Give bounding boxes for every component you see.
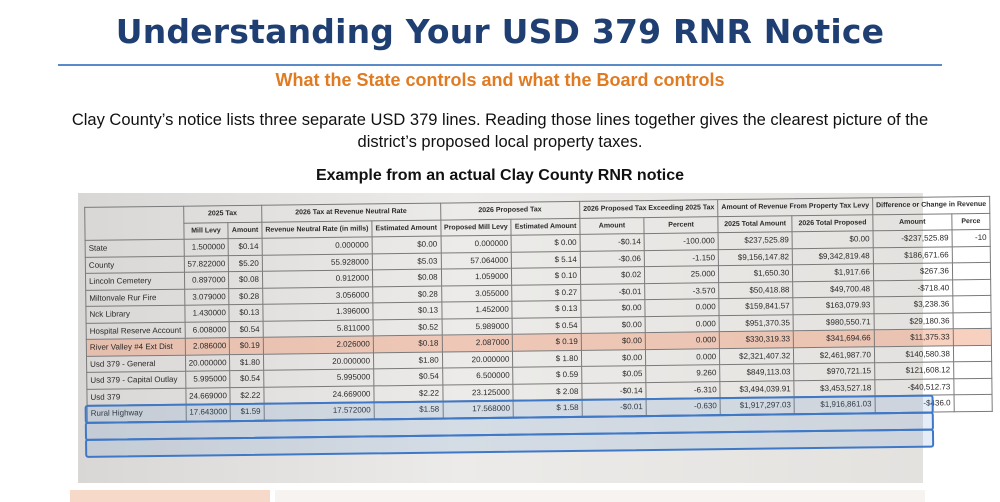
notice-cell: 2.026000 <box>263 336 373 354</box>
notice-cell: 2.086000 <box>185 338 230 355</box>
notice-cell: $0.28 <box>229 288 263 305</box>
notice-cell: $970,721.15 <box>794 363 875 380</box>
notice-cell: $0.14 <box>229 238 263 255</box>
notice-cell: $951,370.35 <box>719 314 793 331</box>
notice-cell: $0.05 <box>582 366 646 383</box>
notice-cell: 0.000 <box>645 315 719 332</box>
notice-cell: $0.52 <box>373 319 442 336</box>
notice-row-label: Usd 379 - Capital Outlay <box>87 371 186 389</box>
notice-cell: 5.995000 <box>185 371 230 388</box>
notice-cell: $ 0.19 <box>513 333 582 350</box>
notice-row-label: Usd 379 <box>87 388 186 406</box>
notice-cell: $2,461,987.70 <box>794 346 875 363</box>
notice-cell: -$0.01 <box>582 399 646 416</box>
notice-cell: -$0.14 <box>582 382 646 399</box>
notice-cell: $1.59 <box>231 403 265 420</box>
notice-cell: $5.20 <box>229 255 263 272</box>
notice-cell: $0.00 <box>372 236 441 253</box>
notice-cell: $0.00 <box>581 316 645 333</box>
notice-cell: $121,608.12 <box>875 362 954 379</box>
notice-row-label: Miltonvale Rur Fire <box>86 289 185 307</box>
notice-row-label: Nck Library <box>86 305 185 323</box>
notice-cell: 6.500000 <box>442 367 513 384</box>
notice-cell: $ 0.00 <box>511 234 580 251</box>
notice-row-label: State <box>85 239 184 257</box>
notice-cell: $3,453,527.18 <box>794 379 875 396</box>
notice-cell: $50,418.88 <box>719 281 793 298</box>
notice-cell: $ 5.14 <box>512 251 581 268</box>
notice-cell: $0.54 <box>230 370 264 387</box>
notice-cell: $1,650.30 <box>719 265 793 282</box>
notice-cell: $ 0.54 <box>512 317 581 334</box>
notice-cell: $0.28 <box>373 286 442 303</box>
notice-cell: $29,180.36 <box>874 312 953 329</box>
notice-cell: $159,841.57 <box>719 298 793 315</box>
notice-cell: $5.03 <box>372 253 441 270</box>
notice-cell: $0.54 <box>374 368 443 385</box>
notice-sheet <box>78 182 987 493</box>
notice-cell: $ 0.13 <box>512 300 581 317</box>
notice-cell: -$0.06 <box>580 250 644 267</box>
notice-cell: $0.13 <box>229 304 263 321</box>
notice-cell <box>953 279 991 296</box>
notice-column-header: Revenue Neutral Rate (in mills) <box>262 220 372 238</box>
notice-cell: 5.811000 <box>263 319 373 337</box>
notice-table <box>84 196 993 423</box>
notice-cell: 0.897000 <box>184 272 229 289</box>
notice-cell: $9,342,819.48 <box>792 247 873 264</box>
notice-cell: 0.000 <box>645 332 719 349</box>
notice-cell: $2.22 <box>374 385 443 402</box>
notice-cell: $237,525.89 <box>718 232 792 249</box>
bottom-strip <box>70 490 270 502</box>
notice-cell: $ 2.08 <box>513 383 582 400</box>
notice-row-label: Hospital Reserve Account <box>86 322 185 340</box>
notice-cell: $849,113.03 <box>720 364 794 381</box>
notice-group-header: 2025 Tax <box>183 205 261 222</box>
notice-column-header: Proposed Mill Levy <box>440 219 511 236</box>
notice-group-header: Amount of Revenue From Property Tax Levy <box>718 198 873 216</box>
notice-cell: $0.08 <box>229 271 263 288</box>
notice-cell <box>952 262 990 279</box>
bottom-strip-right <box>275 490 925 502</box>
notice-photo <box>78 193 987 483</box>
notice-column-header: Mill Levy <box>183 222 228 239</box>
notice-cell: 3.055000 <box>441 285 512 302</box>
notice-cell: -100.000 <box>644 233 718 250</box>
notice-cell: -0.630 <box>646 398 720 415</box>
notice-cell: $ 1.58 <box>513 399 582 416</box>
notice-cell: $2.22 <box>230 387 264 404</box>
notice-column-header: Estimated Amount <box>372 220 441 237</box>
notice-cell: $330,319.33 <box>719 331 793 348</box>
notice-cell: $0.00 <box>581 300 645 317</box>
notice-cell: -6.310 <box>646 381 720 398</box>
notice-cell: 1.500000 <box>184 239 229 256</box>
body-paragraph: Clay County’s notice lists three separate USD 379 lines. Reading those lines together gives the clearest picture of the district’s proposed local property taxes. <box>71 111 929 151</box>
notice-cell: 0.000 <box>646 348 720 365</box>
notice-cell: -$0.14 <box>580 234 644 251</box>
notice-cell: 3.056000 <box>263 286 373 304</box>
notice-row-label: Lincoln Cemetery <box>85 272 184 290</box>
notice-cell: 1.430000 <box>184 305 229 322</box>
notice-cell: $0.00 <box>581 349 645 366</box>
notice-cell: $0.19 <box>230 337 264 354</box>
notice-cell <box>954 394 992 411</box>
notice-cell: $1.58 <box>374 401 443 418</box>
slide-subtitle: What the State controls and what the Board controls <box>275 70 725 90</box>
notice-cell: $0.00 <box>581 333 645 350</box>
notice-group-header: Difference or Change in Revenue <box>872 196 989 214</box>
notice-column-header: Amount <box>580 217 644 234</box>
notice-cell: $1.80 <box>230 354 264 371</box>
notice-cell: $0.18 <box>373 335 442 352</box>
notice-column-header: Perce <box>952 213 990 230</box>
notice-cell: 1.452000 <box>441 301 512 318</box>
notice-cell: $0.02 <box>580 267 644 284</box>
notice-group-header: 2026 Proposed Tax Exceeding 2025 Tax <box>580 200 718 218</box>
notice-cell: $267.36 <box>873 263 952 280</box>
notice-group-header: 2026 Proposed Tax <box>440 201 580 219</box>
notice-cell: 0.000000 <box>441 235 512 252</box>
notice-cell: $341,694.66 <box>793 330 874 347</box>
notice-cell <box>953 312 991 329</box>
notice-cell: 23.125000 <box>442 384 513 401</box>
notice-cell: 57.822000 <box>184 255 229 272</box>
notice-cell: $0.13 <box>373 302 442 319</box>
notice-cell: $3,238.36 <box>874 296 953 313</box>
notice-cell <box>953 345 991 362</box>
title-divider <box>58 64 942 66</box>
notice-cell: $186,671.66 <box>873 246 952 263</box>
notice-column-header: Percent <box>644 216 718 233</box>
notice-cell: 1.396000 <box>263 303 373 321</box>
notice-cell: 6.008000 <box>185 321 230 338</box>
notice-group-header: 2026 Tax at Revenue Neutral Rate <box>262 203 441 222</box>
notice-cell: $163,079.93 <box>793 297 874 314</box>
notice-cell: 20.000000 <box>185 354 230 371</box>
notice-cell: $3,494,039.91 <box>720 380 794 397</box>
notice-cell: $11,375.33 <box>874 329 953 346</box>
notice-cell: -10 <box>952 229 990 246</box>
notice-cell: $ 0.59 <box>513 366 582 383</box>
notice-cell: 20.000000 <box>263 352 373 370</box>
notice-cell: 2.087000 <box>442 334 513 351</box>
notice-cell: -$436.0 <box>875 395 954 412</box>
notice-cell <box>952 246 990 263</box>
notice-column-header: Amount <box>873 213 952 230</box>
notice-cell: $ 0.10 <box>512 267 581 284</box>
notice-cell: $1,917,297.03 <box>720 397 794 414</box>
notice-cell: -$237,525.89 <box>873 230 952 247</box>
notice-cell: 57.064000 <box>441 252 512 269</box>
notice-cell: $0.08 <box>372 269 441 286</box>
notice-row-label: River Valley #4 Ext Dist <box>86 338 185 356</box>
image-caption: Example from an actual Clay County RNR notice <box>315 167 685 184</box>
notice-cell: 5.989000 <box>442 318 513 335</box>
notice-cell: 55.928000 <box>262 253 372 271</box>
notice-cell: -$718.40 <box>874 279 953 296</box>
notice-cell: 0.000000 <box>262 237 372 255</box>
notice-cell: 3.079000 <box>184 288 229 305</box>
notice-cell: $140,580.38 <box>874 345 953 362</box>
notice-cell: -$40,512.73 <box>875 378 954 395</box>
notice-cell: $49,700.48 <box>793 280 874 297</box>
notice-cell: $9,156,147.82 <box>718 248 792 265</box>
notice-cell: 25.000 <box>645 266 719 283</box>
notice-cell: $ 1.80 <box>513 350 582 367</box>
notice-column-header: 2026 Total Proposed <box>792 214 873 231</box>
notice-column-header: Amount <box>228 222 262 239</box>
notice-cell: $1.80 <box>373 352 442 369</box>
notice-cell: -3.570 <box>645 282 719 299</box>
notice-cell: $ 0.27 <box>512 284 581 301</box>
notice-cell <box>953 295 991 312</box>
notice-cell: $0.54 <box>230 321 264 338</box>
notice-column-header: Estimated Amount <box>511 218 580 235</box>
slide-title: Understanding Your USD 379 RNR Notice <box>115 12 885 51</box>
notice-cell: $0.00 <box>792 231 873 248</box>
notice-cell <box>954 378 992 395</box>
notice-row-label: County <box>85 256 184 274</box>
notice-cell: $2,321,407.32 <box>720 347 794 364</box>
notice-row-label: Usd 379 - General <box>86 355 185 373</box>
notice-cell: 24.669000 <box>264 385 374 403</box>
notice-cell: $1,917.66 <box>793 264 874 281</box>
notice-cell: 9.260 <box>646 365 720 382</box>
notice-cell: -$0.01 <box>581 283 645 300</box>
notice-row-label: Rural Highway <box>87 404 186 422</box>
notice-cell: -1.150 <box>644 249 718 266</box>
notice-cell <box>953 328 991 345</box>
notice-cell <box>954 361 992 378</box>
notice-cell: 1.059000 <box>441 268 512 285</box>
notice-cell: 0.912000 <box>262 270 372 288</box>
notice-column-header: 2025 Total Amount <box>718 215 792 232</box>
notice-cell: 17.568000 <box>443 400 514 417</box>
notice-header-blank <box>85 206 184 240</box>
notice-cell: $980,550.71 <box>793 313 874 330</box>
notice-cell: 20.000000 <box>442 351 513 368</box>
notice-cell: 0.000 <box>645 299 719 316</box>
notice-cell: 17.572000 <box>264 402 374 420</box>
notice-cell: 17.643000 <box>186 404 231 421</box>
notice-cell: 24.669000 <box>185 387 230 404</box>
notice-cell: $1,916,861.03 <box>794 396 875 413</box>
notice-cell: 5.995000 <box>264 369 374 387</box>
